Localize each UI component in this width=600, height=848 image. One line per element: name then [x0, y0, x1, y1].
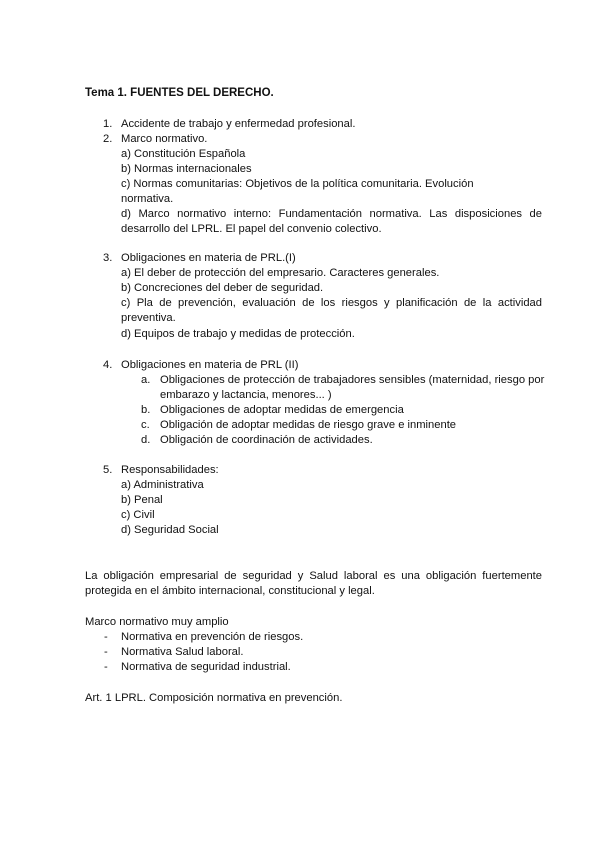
sub-item: d) Seguridad Social	[121, 524, 219, 536]
sub-item: c) Civil	[121, 509, 155, 521]
item-number: 5.	[103, 464, 113, 476]
item-text: Obligaciones en materia de PRL.(I)	[121, 252, 296, 264]
sub-item: a) El deber de protección del empresario. Caracteres generales.	[121, 267, 440, 279]
sub-item: a) Administrativa	[121, 479, 204, 491]
sub-item-letter: b.	[141, 404, 151, 416]
item-number: 1.	[103, 118, 113, 130]
sub-item-letter: a.	[141, 374, 151, 386]
sub-item: b) Normas internacionales	[121, 163, 252, 175]
sub-item-letter: c.	[141, 419, 150, 431]
body-paragraph: La obligación empresarial de seguridad y Salud laboral es una obligación fuertemente protegida en el ámbito internacional, constitucional y legal.	[85, 570, 542, 597]
sub-item: Obligaciones de protección de trabajadores sensibles (maternidad, riesgo por	[160, 374, 545, 386]
sub-item: d) Equipos de trabajo y medidas de protección.	[121, 328, 355, 340]
doc-title: Tema 1. FUENTES DEL DERECHO.	[85, 87, 274, 99]
item-text: Responsabilidades:	[121, 464, 219, 476]
sub-item: a) Constitución Española	[121, 148, 246, 160]
article-line: Art. 1 LPRL. Composición normativa en prevención.	[85, 692, 343, 704]
dash-item: Normativa en prevención de riesgos.	[121, 631, 304, 643]
sub-item: Obligación de coordinación de actividades.	[160, 434, 373, 446]
sub-item: b) Concreciones del deber de seguridad.	[121, 282, 324, 294]
sub-item-continuation: embarazo y lactancia, menores... )	[160, 389, 332, 401]
sub-item: c) Normas comunitarias: Objetivos de la política comunitaria. Evolución	[121, 178, 474, 190]
item-number: 4.	[103, 359, 113, 371]
item-number: 3.	[103, 252, 113, 264]
dash-bullet: -	[104, 646, 108, 658]
dash-bullet: -	[104, 631, 108, 643]
item-text: Obligaciones en materia de PRL (II)	[121, 359, 299, 371]
sub-item: Obligaciones de adoptar medidas de emergencia	[160, 404, 404, 416]
sub-item: c) Pla de prevención, evaluación de los riesgos y planificación de la actividad preventiva.	[121, 297, 542, 324]
dash-bullet: -	[104, 661, 108, 673]
sub-item: Obligación de adoptar medidas de riesgo grave e inminente	[160, 419, 457, 431]
sub-item: b) Penal	[121, 494, 163, 506]
item-text: Accidente de trabajo y enfermedad profesional.	[121, 118, 356, 130]
sub-item-continuation: normativa.	[121, 193, 174, 205]
sub-item: d) Marco normativo interno: Fundamentación normativa. Las disposiciones de desarrollo del LPRL. El papel del convenio colectivo.	[121, 208, 542, 235]
dash-item: Normativa Salud laboral.	[121, 646, 244, 658]
section-heading: Marco normativo muy amplio	[85, 616, 229, 628]
sub-item-letter: d.	[141, 434, 151, 446]
item-text: Marco normativo.	[121, 133, 208, 145]
dash-item: Normativa de seguridad industrial.	[121, 661, 291, 673]
item-number: 2.	[103, 133, 113, 145]
